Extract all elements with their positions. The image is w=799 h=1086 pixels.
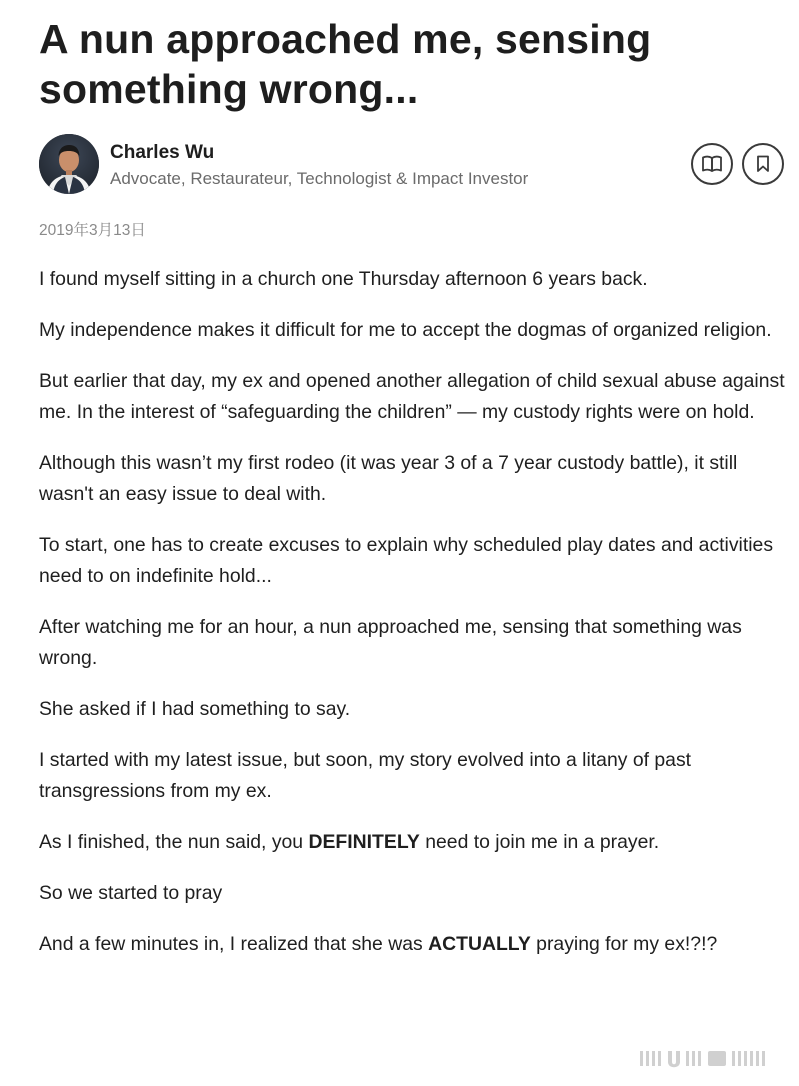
watermark-icon	[636, 1047, 784, 1069]
author-avatar[interactable]	[39, 134, 99, 194]
paragraph	[39, 315, 787, 346]
author-name[interactable]: Charles Wu	[110, 142, 215, 163]
paragraph-text: As I finished, the nun said, you	[39, 831, 309, 853]
article-body	[39, 264, 787, 980]
paragraph-text: Although this wasn’t my first rodeo (it was year 3 of a 7 year custody battle), it still wasn't an easy issue to deal with.	[39, 452, 738, 505]
paragraph-text: So we started to pray	[39, 882, 223, 904]
author-bio: Advocate, Restaurateur, Technologist & Impact Investor	[110, 169, 529, 188]
paragraph-text: But earlier that day, my ex and opened another allegation of child sexual abuse against me. In the interest of “safeguarding the children” — my custody rights were on hold.	[39, 370, 785, 423]
book-open-icon	[701, 155, 723, 173]
paragraph	[39, 530, 787, 592]
paragraph-text: I found myself sitting in a church one Thursday afternoon 6 years back.	[39, 268, 648, 290]
paragraph-text: She asked if I had something to say.	[39, 698, 351, 720]
paragraph	[39, 694, 787, 725]
avatar-photo-icon	[39, 134, 99, 194]
paragraph	[39, 929, 787, 960]
publish-date: 2019年3月13日	[39, 222, 146, 239]
read-mode-button[interactable]	[691, 143, 733, 185]
paragraph	[39, 745, 787, 807]
paragraph-text: To start, one has to create excuses to explain why scheduled play dates and activities need to on indefinite hold...	[39, 534, 774, 587]
watermark-logo	[636, 1047, 784, 1069]
paragraph	[39, 878, 787, 909]
emphasis-text: ACTUALLY	[428, 933, 531, 955]
paragraph	[39, 264, 787, 295]
paragraph	[39, 366, 787, 428]
article-title: A nun approached me, sensing something wrong...	[39, 16, 652, 112]
paragraph	[39, 612, 787, 674]
paragraph	[39, 448, 787, 510]
paragraph	[39, 827, 787, 858]
paragraph-text: My independence makes it difficult for me to accept the dogmas of organized religion.	[39, 319, 772, 341]
paragraph-text: praying for my ex!?!?	[530, 933, 718, 955]
bookmark-icon	[756, 155, 770, 173]
paragraph-text: After watching me for an hour, a nun approached me, sensing that something was wrong.	[39, 616, 742, 669]
paragraph-text: need to join me in a prayer.	[419, 831, 660, 853]
author-header	[39, 133, 759, 197]
paragraph-text: I started with my latest issue, but soon, my story evolved into a litany of past transgressions from my ex.	[39, 749, 692, 802]
bookmark-button[interactable]	[742, 143, 784, 185]
paragraph-text: And a few minutes in, I realized that she was	[39, 933, 429, 955]
emphasis-text: DEFINITELY	[308, 831, 420, 853]
